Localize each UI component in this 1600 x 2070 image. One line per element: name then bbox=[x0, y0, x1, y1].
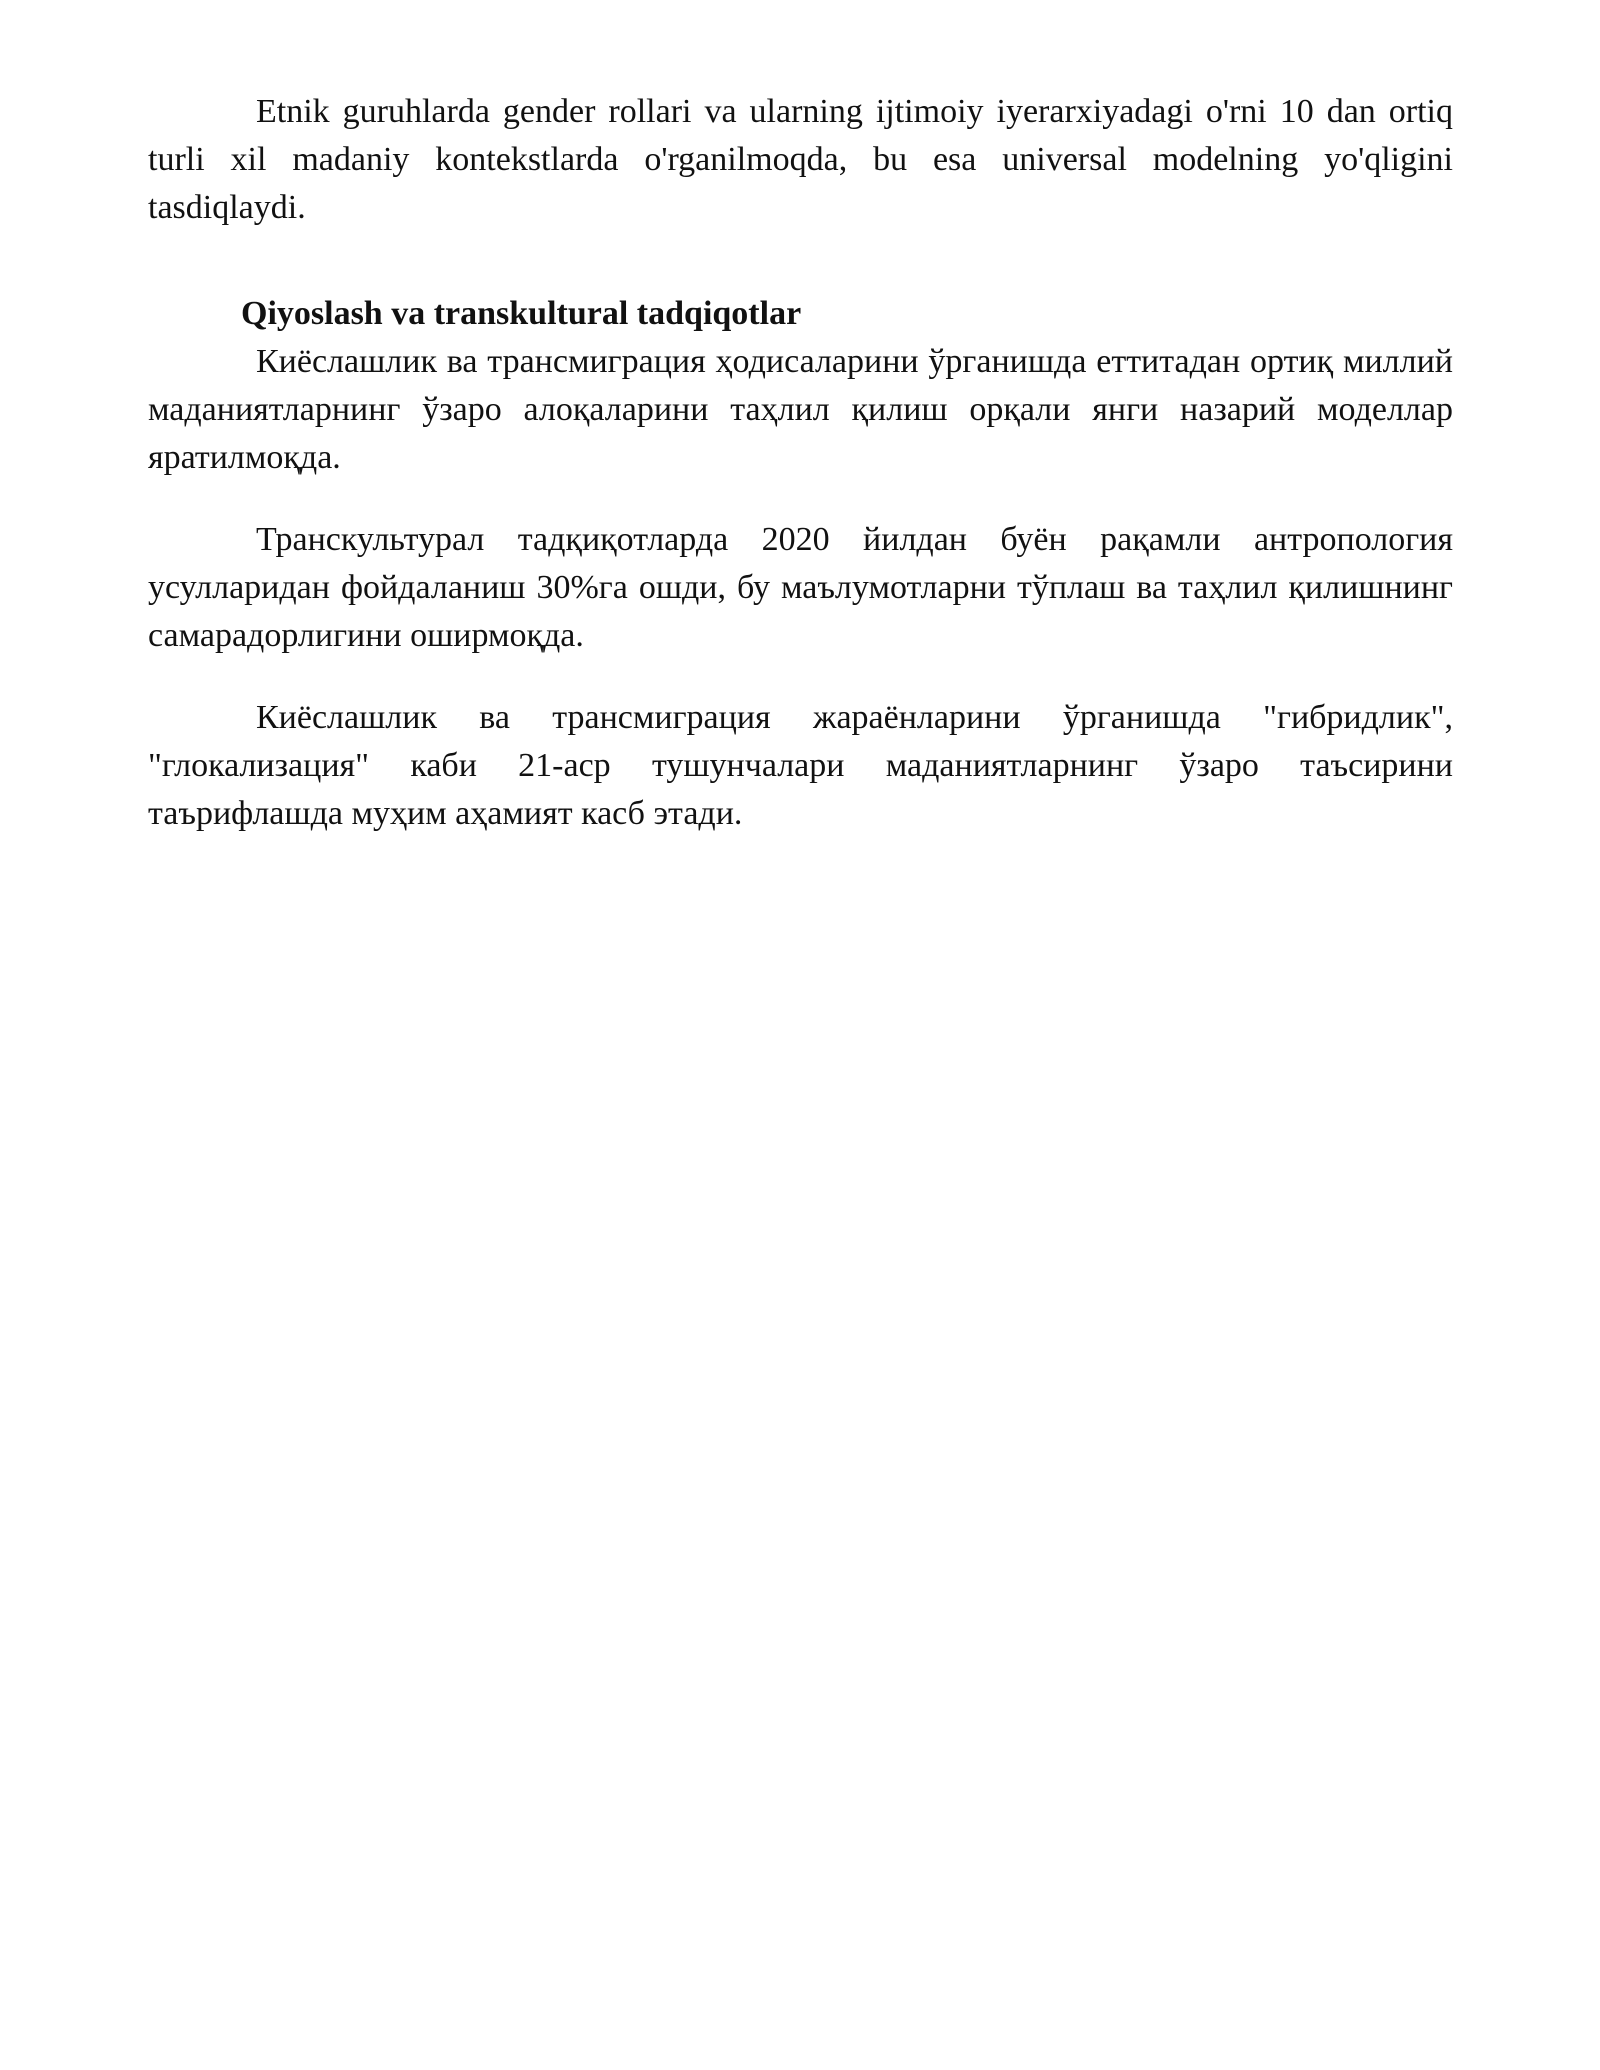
document-page bbox=[148, 88, 1453, 838]
paragraph-hybridity-concepts: Киёслашлик ва трансмиграция жараёнларини ўрганишда "гибридлик", "глокализация" каби 21-аср тушунчалари маданиятларнинг ўзаро таъсирини таърифлашда муҳим аҳамият касб этади. bbox=[148, 699, 1453, 832]
paragraph-gender-roles: Etnik guruhlarda gender rollari va ularning ijtimoiy iyerarxiyadagi o'rni 10 dan ortiq turli xil madaniy kontekstlarda o'rganilmoqda, bu esa universal modelning yo'qligini tasdiqlaydi. bbox=[148, 93, 1453, 226]
paragraph-digital-anthropology: Транскультурал тадқиқотларда 2020 йилдан буён рақамли антропология усулларидан фойдаланиш 30%га ошди, бу маълумотларни тўплаш ва таҳлил қилишнинг самарадорлигини оширмоқда. bbox=[148, 521, 1453, 654]
paragraph-comparative-models: Киёслашлик ва трансмиграция ҳодисаларини ўрганишда еттитадан ортиқ миллий маданиятларнинг ўзаро алоқаларини таҳлил қилиш орқали янги назарий моделлар яратилмоқда. bbox=[148, 343, 1453, 476]
section-heading: Qiyoslash va transkultural tadqiqotlar bbox=[241, 295, 802, 332]
